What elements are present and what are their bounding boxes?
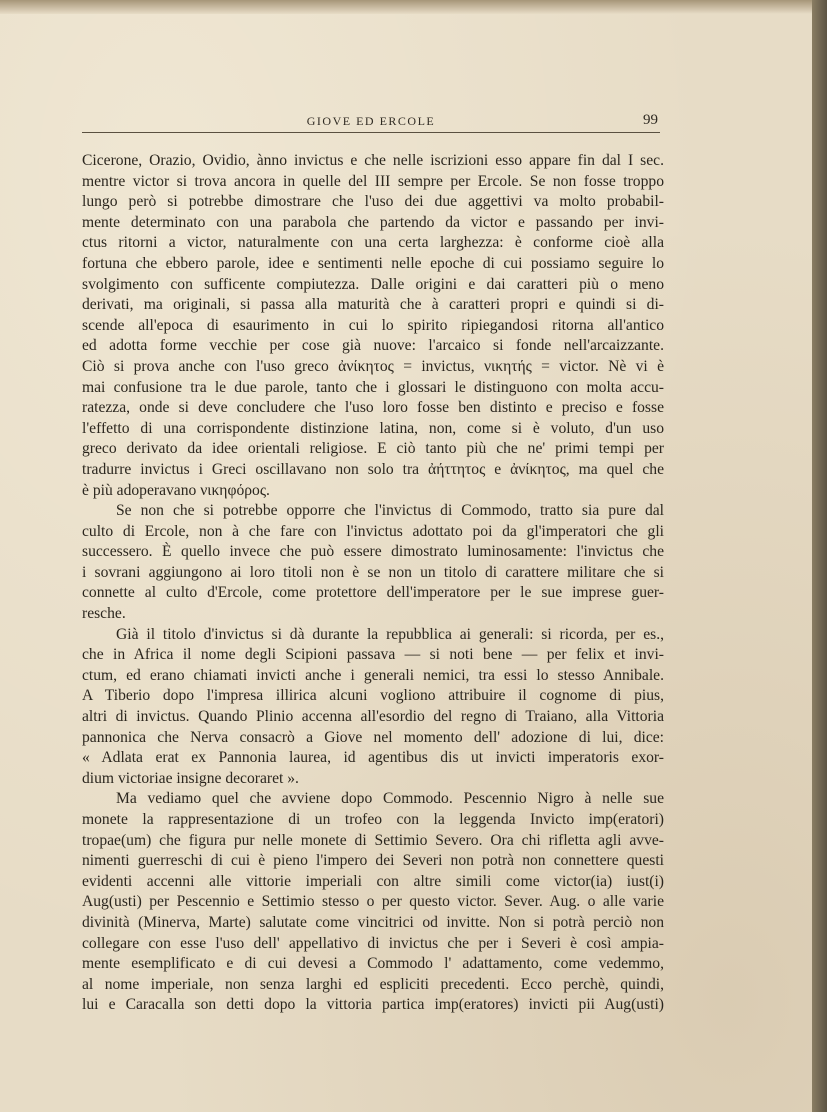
text-line: mai confusione tra le due parole, tanto che i glossari le distinguono con molta accu- (82, 378, 664, 396)
text-line: greco derivato da idee orientali religiose. E ciò tanto più che ne' primi tempi per (82, 440, 664, 458)
text-line: tropae(um) che figura pur nelle monete di Settimio Severo. Ora chi rifletta agli avve- (82, 831, 664, 849)
text-line: l'effetto di una corrispondente distinzione latina, non, come si è voluto, d'un uso (82, 419, 664, 437)
text-line: lungo però si potrebbe dimostrare che l'uso dei due aggettivi va molto probabil- (82, 193, 664, 211)
body-text (82, 151, 664, 1016)
page-top-edge (0, 0, 812, 14)
text-line: resche. (82, 605, 126, 623)
text-line: tradurre invictus i Greci oscillavano non solo tra ἀήττητος e ἀνίκητος, ma quel che (82, 460, 664, 478)
text-line: mente esemplificato e di cui devesi a Commodo l' adattamento, come vedemmo, (82, 955, 664, 973)
text-line: A Tiberio dopo l'impresa illirica alcuni vogliono attribuire il cognome di pius, (82, 687, 664, 705)
text-line: divinità (Minerva, Marte) salutate come vincitrici od invitte. Non si potrà perciò non (82, 913, 664, 931)
text-line: mente determinato con una parabola che partendo da victor e passando per invi- (82, 213, 664, 231)
running-head: GIOVE ED ERCOLE (306, 114, 436, 128)
text-line: ed adotta forme vecchie per cose già nuove: l'arcaico si fonde nell'arcaizzante. (82, 337, 664, 355)
text-line: « Adlata erat ex Pannonia laurea, id agentibus dis ut invicti imperatoris exor- (82, 749, 664, 767)
text-line: collegare con esse l'uso dell' appellativo di invictus che per i Severi è così ampia- (82, 934, 664, 952)
text-line: derivati, ma originali, si passa alla maturità che à caratteri propri e quindi si di- (82, 296, 664, 314)
text-line: ratezza, onde si deve concludere che l'uso loro fosse ben distinto e preciso e fosse (82, 399, 664, 417)
text-line: successero. È quello invece che può essere dimostrato luminosamente: l'invictus che (82, 543, 664, 561)
page-number: 99 (643, 112, 658, 128)
page-right-edge (812, 0, 827, 1112)
text-line: monete la rappresentazione di un trofeo con la leggenda Invicto imp(eratori) (82, 811, 664, 828)
text-line: mentre victor si trova ancora in quelle del III sempre per Ercole. Se non fosse troppo (82, 172, 664, 190)
text-line: è più adoperavano νικηφόρος. (82, 481, 270, 499)
text-line: ctus ritorni a victor, naturalmente con una certa larghezza: è conforme cioè alla (82, 234, 664, 252)
text-line: dium victoriae insigne decoraret ». (82, 769, 299, 787)
text-line: Già il titolo d'invictus si dà durante la repubblica ai generali: si ricorda, per es., (116, 625, 664, 643)
text-line: lui e Caracalla son detti dopo la vittoria partica imp(eratores) invicti pii Aug(usti) (82, 996, 664, 1014)
text-line: che in Africa il nome degli Scipioni passava — si noti bene — per felix et invi- (82, 646, 664, 664)
text-line: nimenti guerreschi di cui è pieno l'impero dei Severi non potrà non connettere questi (82, 852, 664, 870)
text-line: ctum, ed erano chiamati invicti anche i generali nemici, tra essi lo stesso Annibale. (82, 666, 664, 684)
text-line: Se non che si potrebbe opporre che l'invictus di Commodo, tratto sia pure dal (116, 502, 664, 520)
text-line: altri di invictus. Quando Plinio accenna all'esordio del regno di Traiano, alla Vittoria (82, 708, 664, 726)
text-line: culto di Ercole, non à che fare con l'invictus adottato poi da gl'imperatori che gli (82, 522, 664, 540)
text-line: Aug(usti) per Pescennio e Settimio stesso o per questo victor. Sever. Aug. o alle varie (82, 893, 664, 911)
text-line: al nome imperiale, non senza larghi ed espliciti precedenti. Ecco perchè, quindi, (82, 975, 664, 993)
text-line: pannonica che Nerva consacrò a Giove nel momento dell' adozione di lui, dice: (82, 728, 664, 746)
text-line: i sovrani aggiungono ai loro titoli non è se non un titolo di carattere militare che si (82, 563, 664, 581)
text-line: fortuna che ebbero parole, idee e sentimenti nelle epoche di cui possiamo seguire lo (82, 254, 664, 272)
text-line: evidenti accenni alle vittorie imperiali con altre simili come victor(ia) iust(i) (82, 872, 664, 890)
text-line: scende all'epoca di esaurimento in cui lo spirito ripiegandosi ritorna all'antico (82, 316, 664, 334)
text-line: svolgimento con sufficente compiutezza. Dalle origini e dai caratteri più o meno (82, 275, 664, 293)
text-line: connette al culto d'Ercole, come protettore dell'imperatore per le sue imprese guer- (82, 584, 664, 602)
text-line: Ma vediamo quel che avviene dopo Commodo. Pescennio Nigro à nelle sue (116, 790, 664, 808)
page-header (82, 110, 660, 133)
text-line: Cicerone, Orazio, Ovidio, ànno invictus e che nelle iscrizioni esso appare fin dal I sec. (82, 152, 664, 169)
text-line: Ciò si prova anche con l'uso greco ἀνίκητος = invictus, νικητής = victor. Nè vi è (82, 357, 664, 375)
